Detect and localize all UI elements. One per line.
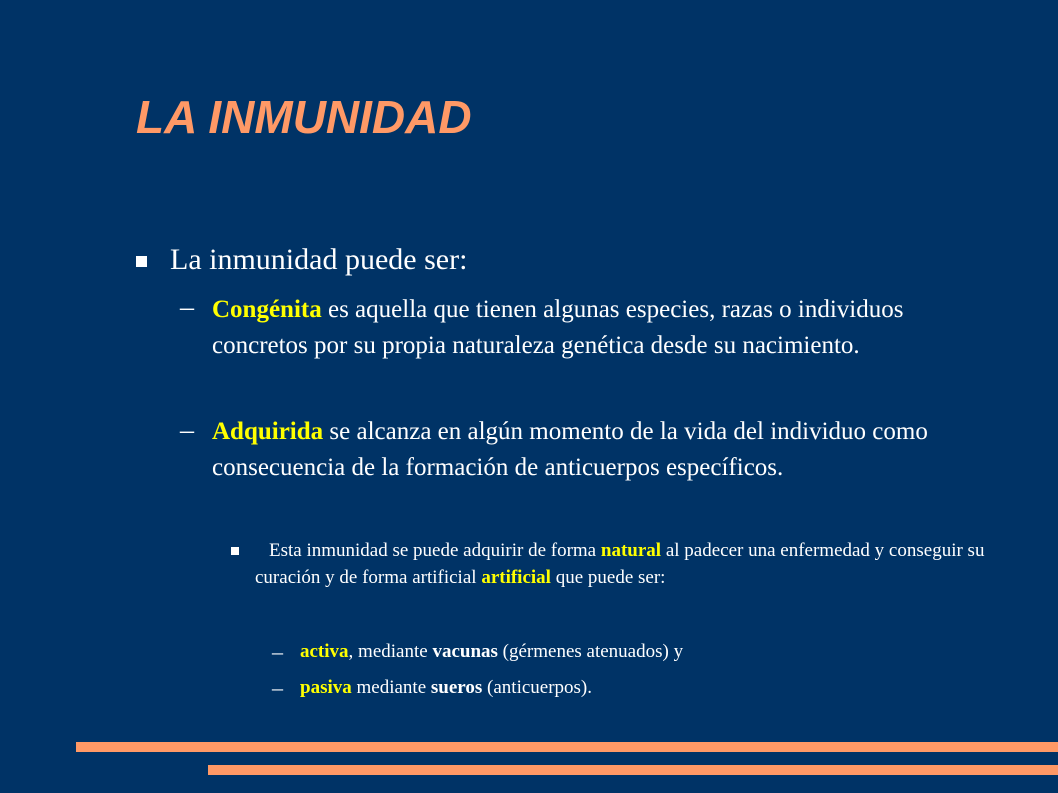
term-vacunas: vacunas (432, 641, 498, 662)
term-congenita: Congénita (212, 296, 322, 323)
dash-bullet-icon: – (180, 292, 194, 323)
term-sueros: sueros (430, 677, 483, 698)
square-bullet-icon (231, 547, 239, 555)
term-artificial: artificial (481, 567, 551, 588)
bullet-congenita (212, 292, 972, 364)
square-bullet-icon (136, 256, 147, 267)
term-pasiva: pasiva (300, 677, 352, 698)
adquirida-text: se alcanza en algún momento de la vida del individuo como consecuencia de la formación de anticuerpos específicos. (212, 418, 928, 481)
bullet-adquirida (212, 414, 972, 486)
bullet-activa (300, 638, 683, 665)
dash-bullet-icon: – (272, 675, 283, 700)
congenita-text: es aquella que tienen algunas especies, razas o individuos concretos por su propia naturaleza genética desde su nacimiento. (212, 296, 904, 359)
term-adquirida: Adquirida (212, 418, 324, 445)
decorative-bar-top (76, 742, 1058, 752)
term-natural: natural (600, 540, 662, 561)
activa-text-1: , mediante (348, 641, 433, 662)
bullet-pasiva (300, 674, 592, 701)
activa-text-2: (gérmenes atenuados) y (497, 641, 684, 662)
bullet-adquirida-forms (255, 537, 1015, 591)
dash-bullet-icon: – (272, 639, 283, 664)
pasiva-text-2: (anticuerpos). (482, 677, 593, 698)
sub-text-2: al padecer una enfermedad y conseguir su curación y de forma artificial (255, 540, 985, 588)
term-activa: activa (300, 641, 349, 662)
decorative-bar-bottom (208, 765, 1058, 775)
bullet-level1: La inmunidad puede ser: (170, 243, 468, 276)
sub-text-3: que puede ser: (550, 567, 666, 588)
slide-title: LA INMUNIDAD (136, 91, 472, 143)
pasiva-text-1: mediante (351, 677, 431, 698)
sub-text-1: Esta inmunidad se puede adquirir de forma (269, 540, 601, 561)
dash-bullet-icon: – (180, 415, 194, 446)
